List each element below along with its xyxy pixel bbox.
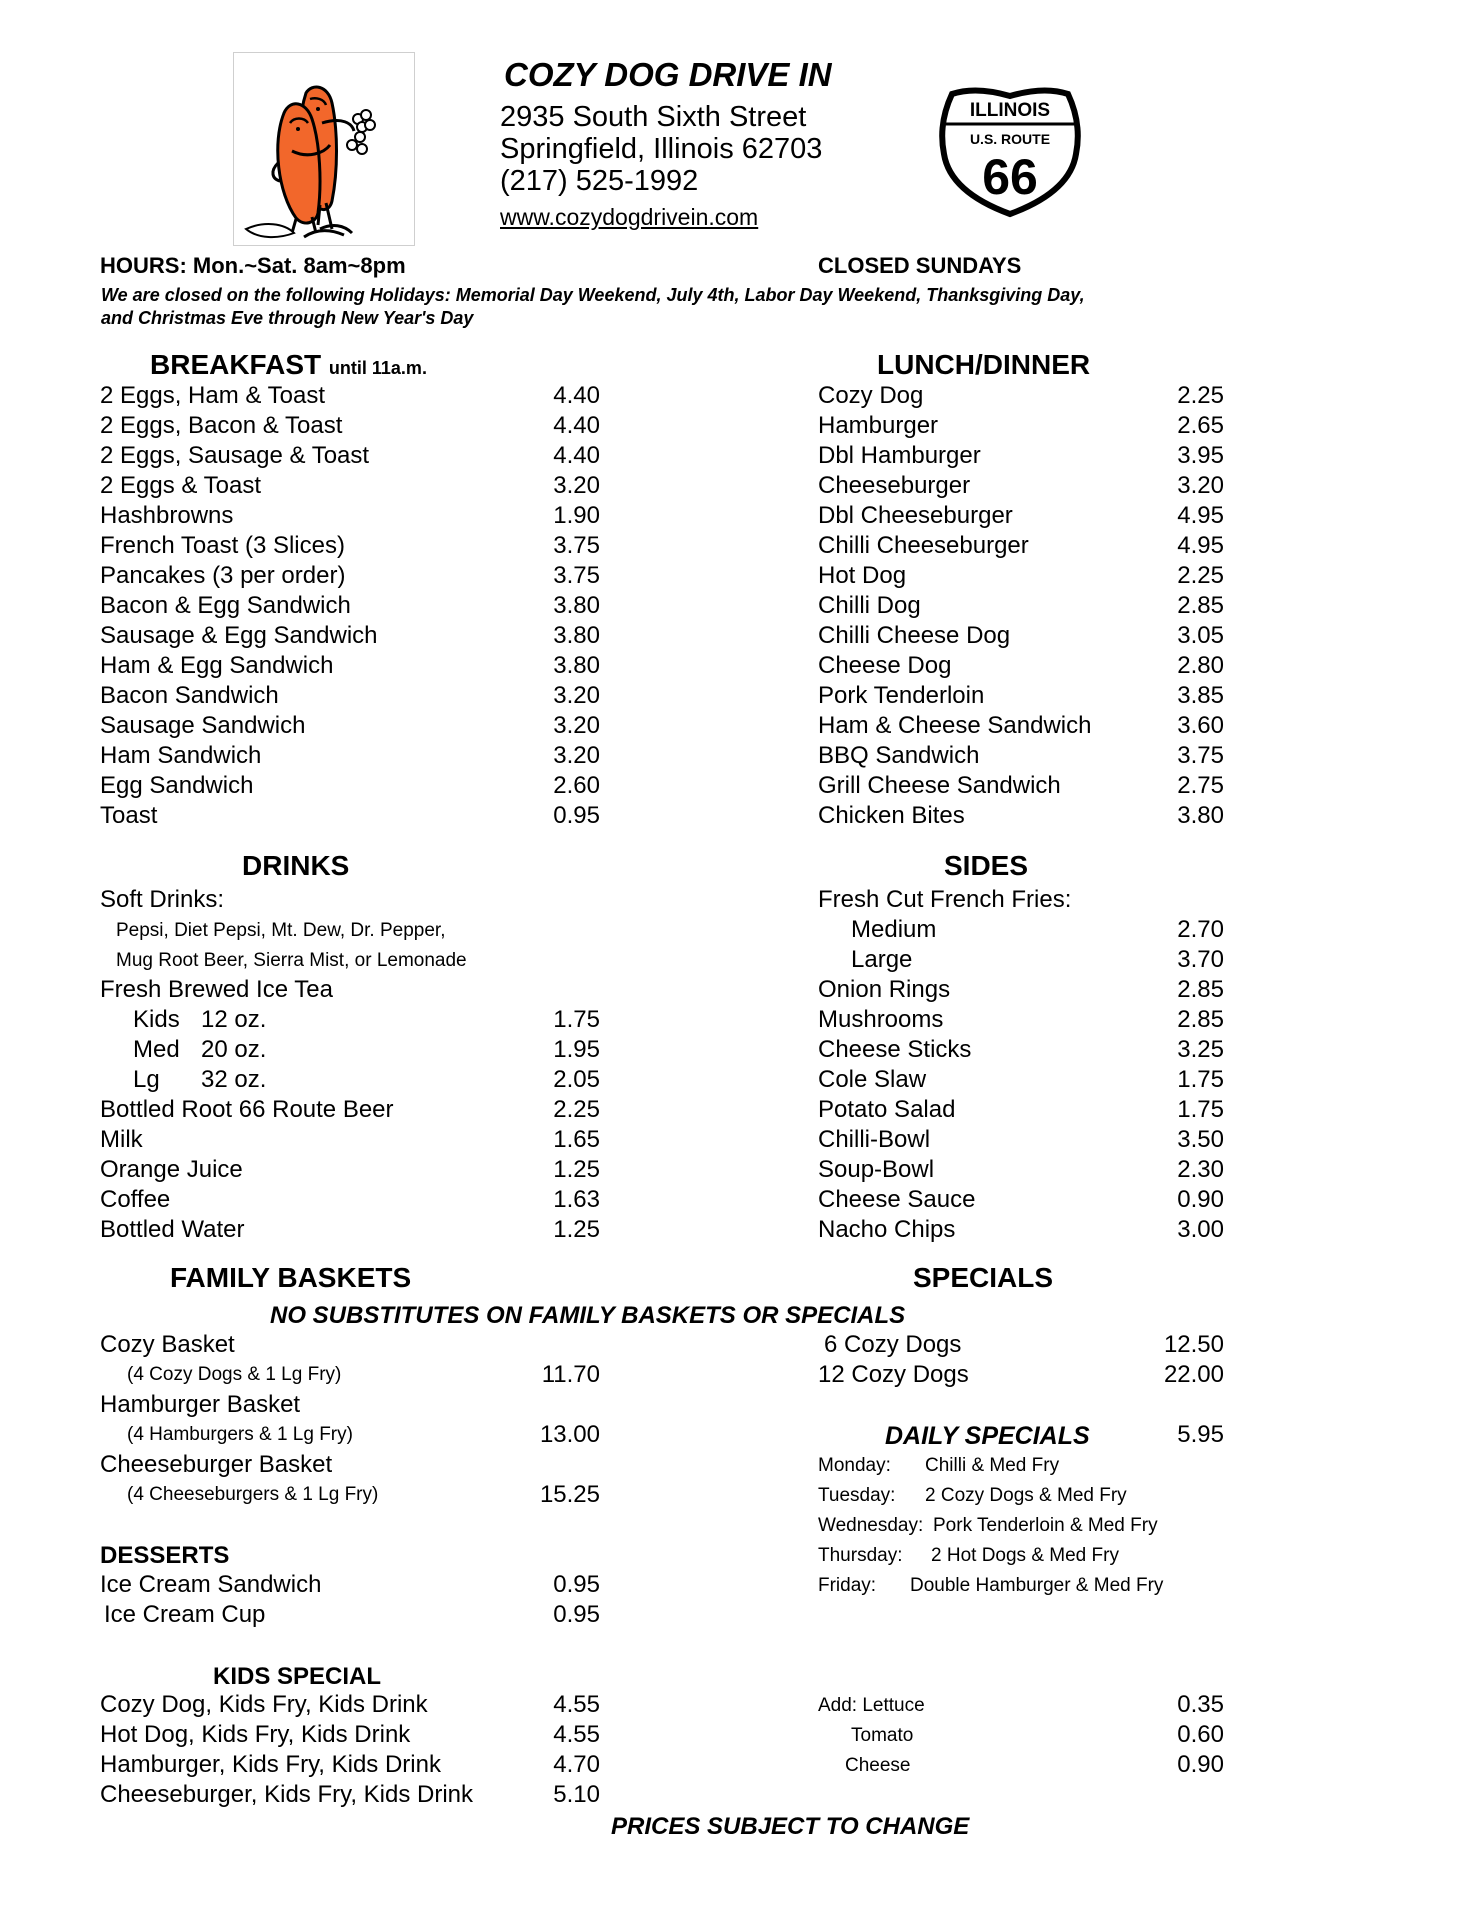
daily-specials-price: 5.95 xyxy=(1177,1421,1224,1448)
menu-item-price: 3.20 xyxy=(553,712,600,739)
menu-item-price: 4.40 xyxy=(553,382,600,409)
menu-item-price: 2.25 xyxy=(1177,562,1224,589)
fries-size-name: Large xyxy=(851,946,913,973)
menu-item-name: Nacho Chips xyxy=(818,1216,956,1243)
menu-item-price: 1.75 xyxy=(1177,1096,1224,1123)
daily-special-day: Wednesday: xyxy=(818,1515,924,1536)
drinks-heading: DRINKS xyxy=(242,850,350,881)
desserts-heading: DESSERTS xyxy=(100,1542,230,1569)
address-line-2: Springfield, Illinois 62703 xyxy=(500,133,823,165)
menu-item-price: 3.75 xyxy=(553,562,600,589)
tea-size-price: 2.05 xyxy=(553,1066,600,1093)
menu-item-name: Potato Salad xyxy=(818,1096,956,1123)
tea-size-name: Lg xyxy=(133,1066,160,1093)
menu-item-name: Pancakes (3 per order) xyxy=(100,562,346,589)
menu-item-price: 1.63 xyxy=(553,1186,600,1213)
tea-size-name: Med xyxy=(133,1036,180,1063)
menu-item-name: Mushrooms xyxy=(818,1006,944,1033)
menu-item-name: Hot Dog xyxy=(818,562,907,589)
menu-item-price: 0.95 xyxy=(553,1571,600,1598)
menu-item-price: 1.75 xyxy=(1177,1066,1224,1093)
menu-item-price: 4.70 xyxy=(553,1751,600,1778)
family-baskets-heading: FAMILY BASKETS xyxy=(170,1262,412,1293)
kids-special-heading: KIDS SPECIAL xyxy=(213,1663,382,1690)
special-price: 12.50 xyxy=(1163,1331,1224,1358)
shield-state-text: ILLINOIS xyxy=(969,100,1051,121)
fries-size-price: 3.70 xyxy=(1177,946,1224,973)
daily-specials-heading: DAILY SPECIALS xyxy=(885,1422,1090,1450)
menu-item-price: 3.05 xyxy=(1177,622,1224,649)
basket-price: 11.70 xyxy=(541,1361,600,1388)
daily-special-item: Pork Tenderloin & Med Fry xyxy=(933,1515,1158,1536)
menu-item-name: Cheeseburger, Kids Fry, Kids Drink xyxy=(100,1781,474,1808)
menu-item-price: 3.75 xyxy=(1177,742,1224,769)
menu-item-price: 2.85 xyxy=(1177,592,1224,619)
menu-item-name: Cozy Dog, Kids Fry, Kids Drink xyxy=(100,1691,428,1718)
fries-size-price: 2.70 xyxy=(1177,916,1224,943)
menu-item-price: 2.65 xyxy=(1177,412,1224,439)
basket-name: Hamburger Basket xyxy=(100,1391,301,1418)
menu-item-price: 0.95 xyxy=(553,1601,600,1628)
prices-subject-to-change: PRICES SUBJECT TO CHANGE xyxy=(611,1813,970,1840)
menu-item-name: 2 Eggs, Ham & Toast xyxy=(100,382,325,409)
menu-item-name: Ice Cream Cup xyxy=(104,1601,266,1628)
menu-item-price: 3.50 xyxy=(1177,1126,1224,1153)
menu-item-price: 3.20 xyxy=(1177,472,1224,499)
menu-item-name: Hashbrowns xyxy=(100,502,234,529)
specials-heading: SPECIALS xyxy=(913,1262,1054,1293)
menu-item-price: 3.95 xyxy=(1177,442,1224,469)
menu-item-price: 3.80 xyxy=(1177,802,1224,829)
menu-item-name: Bacon Sandwich xyxy=(100,682,279,709)
no-substitutes-note: NO SUBSTITUTES ON FAMILY BASKETS OR SPECIALS xyxy=(270,1302,906,1329)
basket-detail: (4 Hamburgers & 1 Lg Fry) xyxy=(127,1424,353,1445)
address-line-1: 2935 South Sixth Street xyxy=(500,101,807,133)
tea-size-price: 1.75 xyxy=(553,1006,600,1033)
tea-size-name: Kids xyxy=(133,1006,180,1033)
menu-item-name: Cheese Sauce xyxy=(818,1186,976,1213)
menu-item-price: 2.80 xyxy=(1177,652,1224,679)
menu-item-name: Dbl Hamburger xyxy=(818,442,981,469)
soft-drinks-list-2: Mug Root Beer, Sierra Mist, or Lemonade xyxy=(116,950,467,971)
menu-item-name: Sausage & Egg Sandwich xyxy=(100,622,378,649)
fries-label: Fresh Cut French Fries: xyxy=(818,886,1072,913)
basket-detail: (4 Cozy Dogs & 1 Lg Fry) xyxy=(127,1364,342,1385)
daily-special-item: 2 Hot Dogs & Med Fry xyxy=(931,1545,1119,1566)
menu-item-price: 5.10 xyxy=(553,1781,600,1808)
menu-item-name: Soup-Bowl xyxy=(818,1156,935,1183)
soft-drinks-label: Soft Drinks: xyxy=(100,886,225,913)
shield-route-label: U.S. ROUTE xyxy=(969,131,1051,147)
menu-item-name: Cozy Dog xyxy=(818,382,924,409)
special-price: 22.00 xyxy=(1163,1361,1224,1388)
website-link[interactable]: www.cozydogdrivein.com xyxy=(500,204,759,230)
menu-item-price: 3.80 xyxy=(553,592,600,619)
menu-item-price: 4.95 xyxy=(1177,502,1224,529)
menu-item-name: Milk xyxy=(100,1126,143,1153)
menu-item-price: 1.25 xyxy=(553,1216,600,1243)
tea-size-price: 1.95 xyxy=(553,1036,600,1063)
menu-item-name: Bottled Root 66 Route Beer xyxy=(100,1096,394,1123)
menu-item-price: 0.95 xyxy=(553,802,600,829)
menu-item-price: 2.25 xyxy=(553,1096,600,1123)
menu-item-price: 2.25 xyxy=(1177,382,1224,409)
menu-item-name: 2 Eggs, Sausage & Toast xyxy=(100,442,370,469)
menu-item-name: Cheeseburger xyxy=(818,472,971,499)
special-name: 12 Cozy Dogs xyxy=(818,1361,969,1388)
addon-price: 0.35 xyxy=(1177,1691,1224,1718)
tea-size-oz: 20 oz. xyxy=(201,1036,267,1063)
basket-name: Cheeseburger Basket xyxy=(100,1451,333,1478)
addon-name: Cheese xyxy=(845,1755,911,1776)
closed-sundays: CLOSED SUNDAYS xyxy=(818,253,1022,278)
menu-item-price: 3.25 xyxy=(1177,1036,1224,1063)
daily-special-item: 2 Cozy Dogs & Med Fry xyxy=(925,1485,1127,1506)
menu-item-name: Cheese Dog xyxy=(818,652,952,679)
menu-item-name: Cheese Sticks xyxy=(818,1036,972,1063)
menu-item-price: 1.65 xyxy=(553,1126,600,1153)
menu-item-name: Ham Sandwich xyxy=(100,742,262,769)
shield-number: 66 xyxy=(982,149,1038,205)
menu-item-name: Chilli Cheese Dog xyxy=(818,622,1011,649)
menu-item-name: Toast xyxy=(100,802,158,829)
menu-item-name: BBQ Sandwich xyxy=(818,742,980,769)
menu-item-name: Onion Rings xyxy=(818,976,951,1003)
menu-item-price: 4.95 xyxy=(1177,532,1224,559)
menu-item-price: 3.60 xyxy=(1177,712,1224,739)
menu-item-name: 2 Eggs, Bacon & Toast xyxy=(100,412,343,439)
holidays-line-2: and Christmas Eve through New Year's Day xyxy=(101,308,474,328)
basket-price: 15.25 xyxy=(539,1481,600,1508)
menu-item-name: Chilli Cheeseburger xyxy=(818,532,1029,559)
menu-item-price: 2.30 xyxy=(1177,1156,1224,1183)
menu-item-name: Ham & Cheese Sandwich xyxy=(818,712,1092,739)
menu-item-name: Ham & Egg Sandwich xyxy=(100,652,334,679)
holidays-line-1: We are closed on the following Holidays: Memorial Day Weekend, July 4th, Labor Day Weekend, Thanksgiving Day, xyxy=(101,285,1085,305)
soft-drinks-list-1: Pepsi, Diet Pepsi, Mt. Dew, Dr. Pepper, xyxy=(116,920,446,941)
menu-item-name: French Toast (3 Slices) xyxy=(100,532,345,559)
menu-item-name: Orange Juice xyxy=(100,1156,243,1183)
basket-detail: (4 Cheeseburgers & 1 Lg Fry) xyxy=(127,1484,379,1505)
menu-item-name: Ice Cream Sandwich xyxy=(100,1571,322,1598)
daily-special-day: Thursday: xyxy=(818,1545,903,1566)
daily-special-day: Tuesday: xyxy=(818,1485,896,1506)
tea-size-oz: 32 oz. xyxy=(201,1066,267,1093)
menu-item-price: 2.85 xyxy=(1177,1006,1224,1033)
menu-item-price: 3.80 xyxy=(553,652,600,679)
addon-name: Tomato xyxy=(851,1725,914,1746)
route-66-shield xyxy=(936,84,1084,220)
lunch-dinner-heading: LUNCH/DINNER xyxy=(877,349,1091,380)
phone-number: (217) 525-1992 xyxy=(500,165,699,197)
daily-special-item: Double Hamburger & Med Fry xyxy=(910,1575,1164,1596)
daily-special-day: Friday: xyxy=(818,1575,877,1596)
menu-item-name: Bacon & Egg Sandwich xyxy=(100,592,351,619)
menu-item-price: 4.40 xyxy=(553,442,600,469)
menu-item-price: 0.90 xyxy=(1177,1186,1224,1213)
basket-price: 13.00 xyxy=(539,1421,600,1448)
menu-item-price: 3.00 xyxy=(1177,1216,1224,1243)
breakfast-title: BREAKFAST xyxy=(150,349,322,380)
hours-main: HOURS: Mon.~Sat. 8am~8pm xyxy=(100,253,406,278)
restaurant-name: COZY DOG DRIVE IN xyxy=(504,56,832,93)
menu-item-price: 2.85 xyxy=(1177,976,1224,1003)
special-name: 6 Cozy Dogs xyxy=(824,1331,962,1358)
menu-item-price: 1.25 xyxy=(553,1156,600,1183)
ice-tea-label: Fresh Brewed Ice Tea xyxy=(100,976,334,1003)
menu-item-price: 4.55 xyxy=(553,1691,600,1718)
daily-special-day: Monday: xyxy=(818,1455,891,1476)
menu-item-name: Chilli-Bowl xyxy=(818,1126,931,1153)
menu-item-price: 3.20 xyxy=(553,742,600,769)
menu-item-name: 2 Eggs & Toast xyxy=(100,472,261,499)
menu-item-name: Cole Slaw xyxy=(818,1066,927,1093)
menu-item-price: 4.55 xyxy=(553,1721,600,1748)
menu-item-name: Sausage Sandwich xyxy=(100,712,306,739)
daily-special-item: Chilli & Med Fry xyxy=(925,1455,1060,1476)
menu-item-price: 3.80 xyxy=(553,622,600,649)
basket-name: Cozy Basket xyxy=(100,1331,235,1358)
menu-item-price: 3.75 xyxy=(553,532,600,559)
menu-item-name: Pork Tenderloin xyxy=(818,682,985,709)
menu-item-name: Egg Sandwich xyxy=(100,772,254,799)
menu-item-price: 3.20 xyxy=(553,682,600,709)
menu-item-name: Chicken Bites xyxy=(818,802,965,829)
menu-item-name: Chilli Dog xyxy=(818,592,921,619)
addon-price: 0.90 xyxy=(1177,1751,1224,1778)
menu-item-price: 2.60 xyxy=(553,772,600,799)
menu-item-name: Hot Dog, Kids Fry, Kids Drink xyxy=(100,1721,411,1748)
breakfast-heading xyxy=(150,349,427,381)
breakfast-note: until 11a.m. xyxy=(328,358,427,378)
menu-item-price: 3.85 xyxy=(1177,682,1224,709)
menu-item-name: Dbl Cheeseburger xyxy=(818,502,1013,529)
menu-item-name: Coffee xyxy=(100,1186,171,1213)
addon-price: 0.60 xyxy=(1177,1721,1224,1748)
menu-item-name: Hamburger xyxy=(818,412,939,439)
menu-item-price: 3.20 xyxy=(553,472,600,499)
sides-heading: SIDES xyxy=(944,850,1029,881)
menu-item-price: 4.40 xyxy=(553,412,600,439)
tea-size-oz: 12 oz. xyxy=(201,1006,267,1033)
menu-item-price: 2.75 xyxy=(1177,772,1224,799)
menu-item-name: Hamburger, Kids Fry, Kids Drink xyxy=(100,1751,441,1778)
menu-item-name: Grill Cheese Sandwich xyxy=(818,772,1061,799)
fries-size-name: Medium xyxy=(851,916,937,943)
menu-item-price: 1.90 xyxy=(553,502,600,529)
menu-item-name: Bottled Water xyxy=(100,1216,245,1243)
cozy-dog-logo xyxy=(233,52,415,246)
addons-label: Add: Lettuce xyxy=(818,1695,925,1716)
